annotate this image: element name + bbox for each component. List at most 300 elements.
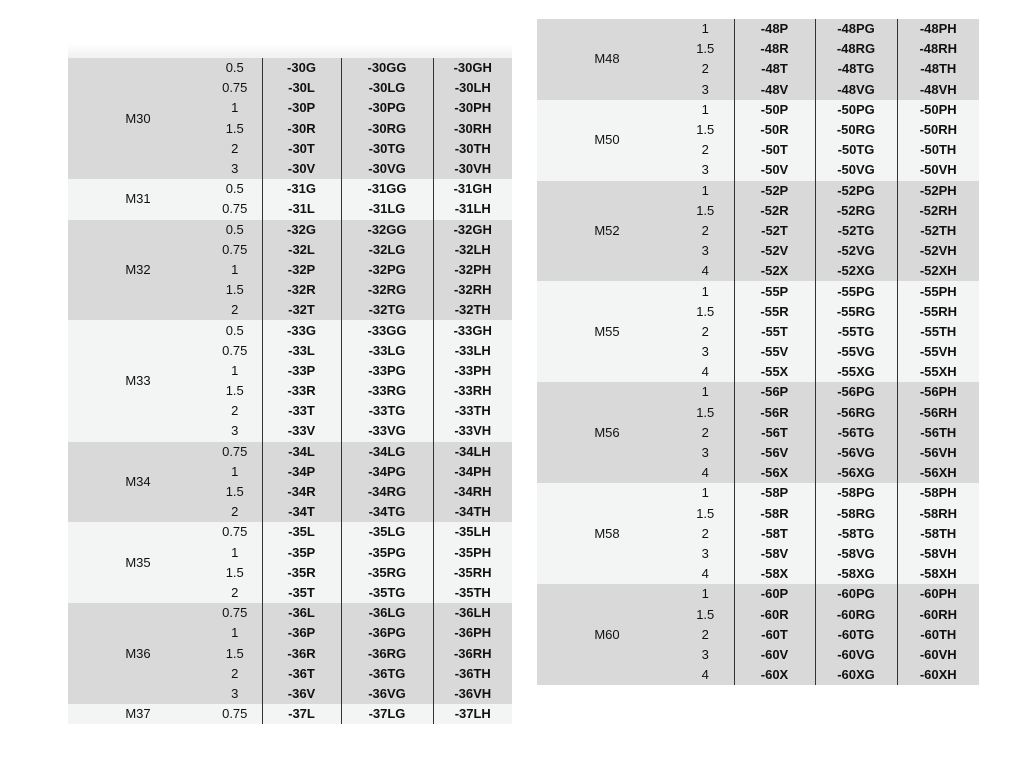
code-cell: -35R: [262, 563, 341, 583]
thread-size-cell: M55: [537, 281, 677, 382]
code-g-cell: -32LG: [341, 240, 433, 260]
code-h-cell: -48VH: [897, 80, 979, 100]
code-cell: -50R: [734, 120, 815, 140]
pitch-cell: 0.75: [208, 240, 262, 260]
pitch-cell: 0.75: [208, 522, 262, 542]
code-g-cell: -37LG: [341, 704, 433, 724]
pitch-cell: 3: [677, 645, 734, 665]
code-g-cell: -32RG: [341, 280, 433, 300]
code-g-cell: -55RG: [815, 302, 897, 322]
code-cell: -50P: [734, 100, 815, 120]
code-cell: -52P: [734, 181, 815, 201]
code-h-cell: -36TH: [433, 664, 512, 684]
code-g-cell: -33PG: [341, 361, 433, 381]
pitch-cell: 2: [208, 583, 262, 603]
pitch-cell: 1: [677, 584, 734, 604]
code-g-cell: -52RG: [815, 201, 897, 221]
table-row: [68, 603, 512, 623]
code-cell: -32T: [262, 300, 341, 320]
code-g-cell: -31GG: [341, 179, 433, 199]
code-h-cell: -48PH: [897, 19, 979, 39]
code-h-cell: -58TH: [897, 524, 979, 544]
thread-table-right: [537, 19, 979, 685]
pitch-cell: 0.5: [208, 179, 262, 199]
code-g-cell: -55PG: [815, 281, 897, 301]
pitch-cell: 1.5: [208, 643, 262, 663]
thread-size-cell: M50: [537, 100, 677, 181]
pitch-cell: 1: [677, 483, 734, 503]
code-g-cell: -48VG: [815, 80, 897, 100]
code-h-cell: -50PH: [897, 100, 979, 120]
pitch-cell: 3: [208, 684, 262, 704]
code-g-cell: -32TG: [341, 300, 433, 320]
table-row: [537, 181, 979, 201]
table-row: [537, 100, 979, 120]
code-cell: -58P: [734, 483, 815, 503]
code-h-cell: -36LH: [433, 603, 512, 623]
pitch-cell: 3: [208, 421, 262, 441]
code-g-cell: -32PG: [341, 260, 433, 280]
table-row: [68, 179, 512, 199]
code-cell: -56T: [734, 423, 815, 443]
code-h-cell: -55VH: [897, 342, 979, 362]
code-g-cell: -35PG: [341, 543, 433, 563]
code-cell: -31G: [262, 179, 341, 199]
code-g-cell: -60TG: [815, 625, 897, 645]
code-h-cell: -58XH: [897, 564, 979, 584]
code-cell: -56P: [734, 382, 815, 402]
code-h-cell: -48RH: [897, 39, 979, 59]
code-cell: -34R: [262, 482, 341, 502]
table-row: [68, 442, 512, 462]
code-h-cell: -31GH: [433, 179, 512, 199]
pitch-cell: 2: [677, 423, 734, 443]
code-g-cell: -55VG: [815, 342, 897, 362]
pitch-cell: 4: [677, 261, 734, 281]
pitch-cell: 2: [677, 221, 734, 241]
pitch-cell: 3: [677, 241, 734, 261]
code-cell: -48T: [734, 59, 815, 79]
table-row: [537, 281, 979, 301]
code-g-cell: -30VG: [341, 159, 433, 179]
pitch-cell: 1: [208, 98, 262, 118]
code-cell: -52R: [734, 201, 815, 221]
code-h-cell: -34PH: [433, 462, 512, 482]
code-h-cell: -30PH: [433, 98, 512, 118]
pitch-cell: 1: [208, 260, 262, 280]
code-g-cell: -60VG: [815, 645, 897, 665]
code-g-cell: -60XG: [815, 665, 897, 685]
pitch-cell: 1: [208, 543, 262, 563]
code-cell: -31L: [262, 199, 341, 219]
pitch-cell: 1.5: [208, 381, 262, 401]
pitch-cell: 3: [208, 159, 262, 179]
code-cell: -60P: [734, 584, 815, 604]
code-g-cell: -50PG: [815, 100, 897, 120]
code-g-cell: -50TG: [815, 140, 897, 160]
code-g-cell: -34RG: [341, 482, 433, 502]
code-cell: -58T: [734, 524, 815, 544]
code-h-cell: -55PH: [897, 281, 979, 301]
code-h-cell: -55XH: [897, 362, 979, 382]
code-h-cell: -52PH: [897, 181, 979, 201]
code-g-cell: -30PG: [341, 98, 433, 118]
code-h-cell: -32GH: [433, 220, 512, 240]
code-h-cell: -30GH: [433, 58, 512, 78]
code-h-cell: -36PH: [433, 623, 512, 643]
table-left: [68, 58, 512, 724]
table-right: [537, 19, 979, 685]
code-cell: -48R: [734, 39, 815, 59]
code-h-cell: -60PH: [897, 584, 979, 604]
code-g-cell: -60RG: [815, 604, 897, 624]
table-row: [537, 483, 979, 503]
code-g-cell: -55TG: [815, 322, 897, 342]
code-cell: -55X: [734, 362, 815, 382]
code-h-cell: -56XH: [897, 463, 979, 483]
code-h-cell: -36VH: [433, 684, 512, 704]
thread-size-cell: M34: [68, 442, 208, 523]
code-cell: -60R: [734, 604, 815, 624]
pitch-cell: 3: [677, 160, 734, 180]
code-cell: -48P: [734, 19, 815, 39]
pitch-cell: 2: [677, 625, 734, 645]
code-g-cell: -56RG: [815, 403, 897, 423]
code-cell: -52T: [734, 221, 815, 241]
code-g-cell: -33GG: [341, 320, 433, 340]
pitch-cell: 4: [677, 362, 734, 382]
code-cell: -33V: [262, 421, 341, 441]
code-g-cell: -30RG: [341, 119, 433, 139]
pitch-cell: 0.5: [208, 320, 262, 340]
code-g-cell: -34TG: [341, 502, 433, 522]
thread-size-cell: M56: [537, 382, 677, 483]
code-cell: -48V: [734, 80, 815, 100]
pitch-cell: 3: [677, 80, 734, 100]
code-h-cell: -34TH: [433, 502, 512, 522]
code-g-cell: -48RG: [815, 39, 897, 59]
code-h-cell: -30VH: [433, 159, 512, 179]
code-g-cell: -33TG: [341, 401, 433, 421]
code-g-cell: -30LG: [341, 78, 433, 98]
table-row: [68, 220, 512, 240]
table-row: [68, 58, 512, 78]
code-g-cell: -56PG: [815, 382, 897, 402]
pitch-cell: 2: [208, 139, 262, 159]
code-cell: -30G: [262, 58, 341, 78]
code-h-cell: -58VH: [897, 544, 979, 564]
pitch-cell: 2: [677, 140, 734, 160]
pitch-cell: 1.5: [208, 119, 262, 139]
code-cell: -37L: [262, 704, 341, 724]
code-g-cell: -34PG: [341, 462, 433, 482]
code-cell: -32R: [262, 280, 341, 300]
code-g-cell: -31LG: [341, 199, 433, 219]
code-h-cell: -33TH: [433, 401, 512, 421]
code-cell: -52V: [734, 241, 815, 261]
code-h-cell: -35PH: [433, 543, 512, 563]
code-g-cell: -36LG: [341, 603, 433, 623]
table-left-body: [68, 58, 512, 724]
code-h-cell: -60TH: [897, 625, 979, 645]
code-g-cell: -60PG: [815, 584, 897, 604]
table-row: [537, 382, 979, 402]
code-g-cell: -35TG: [341, 583, 433, 603]
pitch-cell: 1: [677, 382, 734, 402]
pitch-cell: 1.5: [208, 280, 262, 300]
code-cell: -56V: [734, 443, 815, 463]
pitch-cell: 2: [208, 502, 262, 522]
pitch-cell: 1.5: [208, 482, 262, 502]
pitch-cell: 0.75: [208, 341, 262, 361]
pitch-cell: 1.5: [677, 604, 734, 624]
cropped-header-fade: [68, 44, 512, 58]
code-g-cell: -33LG: [341, 341, 433, 361]
code-h-cell: -55RH: [897, 302, 979, 322]
code-h-cell: -60XH: [897, 665, 979, 685]
thread-size-cell: M33: [68, 320, 208, 441]
code-g-cell: -58TG: [815, 524, 897, 544]
pitch-cell: 2: [208, 401, 262, 421]
code-cell: -30R: [262, 119, 341, 139]
code-cell: -58X: [734, 564, 815, 584]
code-g-cell: -52VG: [815, 241, 897, 261]
pitch-cell: 0.75: [208, 78, 262, 98]
code-cell: -36P: [262, 623, 341, 643]
pitch-cell: 3: [677, 443, 734, 463]
code-g-cell: -30TG: [341, 139, 433, 159]
code-cell: -34T: [262, 502, 341, 522]
thread-size-cell: M32: [68, 220, 208, 321]
code-cell: -50T: [734, 140, 815, 160]
code-g-cell: -33RG: [341, 381, 433, 401]
code-g-cell: -56XG: [815, 463, 897, 483]
code-h-cell: -30RH: [433, 119, 512, 139]
code-g-cell: -32GG: [341, 220, 433, 240]
code-cell: -50V: [734, 160, 815, 180]
code-cell: -34P: [262, 462, 341, 482]
pitch-cell: 0.75: [208, 704, 262, 724]
thread-table-left: [68, 58, 512, 724]
code-h-cell: -48TH: [897, 59, 979, 79]
thread-size-cell: M60: [537, 584, 677, 685]
pitch-cell: 3: [677, 342, 734, 362]
code-h-cell: -34LH: [433, 442, 512, 462]
code-cell: -36L: [262, 603, 341, 623]
table-row: [537, 19, 979, 39]
code-g-cell: -58XG: [815, 564, 897, 584]
code-cell: -60X: [734, 665, 815, 685]
pitch-cell: 0.5: [208, 58, 262, 78]
code-cell: -32L: [262, 240, 341, 260]
code-h-cell: -32LH: [433, 240, 512, 260]
code-h-cell: -37LH: [433, 704, 512, 724]
table-row: [68, 704, 512, 724]
pitch-cell: 0.5: [208, 220, 262, 240]
code-cell: -35P: [262, 543, 341, 563]
pitch-cell: 4: [677, 463, 734, 483]
code-h-cell: -33PH: [433, 361, 512, 381]
code-g-cell: -36PG: [341, 623, 433, 643]
code-g-cell: -52PG: [815, 181, 897, 201]
pitch-cell: 1.5: [677, 302, 734, 322]
pitch-cell: 1.5: [677, 39, 734, 59]
code-h-cell: -52TH: [897, 221, 979, 241]
code-cell: -35T: [262, 583, 341, 603]
pitch-cell: 1: [677, 19, 734, 39]
code-h-cell: -30LH: [433, 78, 512, 98]
code-cell: -33L: [262, 341, 341, 361]
code-cell: -32P: [262, 260, 341, 280]
thread-size-cell: M58: [537, 483, 677, 584]
code-h-cell: -58PH: [897, 483, 979, 503]
code-h-cell: -32TH: [433, 300, 512, 320]
code-h-cell: -52VH: [897, 241, 979, 261]
code-h-cell: -32RH: [433, 280, 512, 300]
pitch-cell: 0.75: [208, 442, 262, 462]
code-g-cell: -56TG: [815, 423, 897, 443]
thread-size-cell: M52: [537, 181, 677, 282]
code-h-cell: -33RH: [433, 381, 512, 401]
code-g-cell: -36TG: [341, 664, 433, 684]
code-cell: -36T: [262, 664, 341, 684]
code-h-cell: -30TH: [433, 139, 512, 159]
code-g-cell: -50RG: [815, 120, 897, 140]
code-g-cell: -36RG: [341, 643, 433, 663]
thread-size-cell: M31: [68, 179, 208, 219]
code-g-cell: -30GG: [341, 58, 433, 78]
thread-size-cell: M48: [537, 19, 677, 100]
code-cell: -60V: [734, 645, 815, 665]
code-h-cell: -35LH: [433, 522, 512, 542]
code-h-cell: -34RH: [433, 482, 512, 502]
code-cell: -60T: [734, 625, 815, 645]
table-right-body: [537, 19, 979, 685]
code-h-cell: -35TH: [433, 583, 512, 603]
pitch-cell: 1: [208, 462, 262, 482]
code-h-cell: -58RH: [897, 504, 979, 524]
code-cell: -34L: [262, 442, 341, 462]
pitch-cell: 1.5: [677, 504, 734, 524]
pitch-cell: 1: [677, 281, 734, 301]
code-h-cell: -32PH: [433, 260, 512, 280]
pitch-cell: 2: [208, 664, 262, 684]
code-g-cell: -55XG: [815, 362, 897, 382]
code-h-cell: -56VH: [897, 443, 979, 463]
code-cell: -30V: [262, 159, 341, 179]
code-g-cell: -36VG: [341, 684, 433, 704]
code-cell: -55P: [734, 281, 815, 301]
code-cell: -35L: [262, 522, 341, 542]
code-cell: -30L: [262, 78, 341, 98]
code-cell: -30T: [262, 139, 341, 159]
code-cell: -55R: [734, 302, 815, 322]
code-cell: -56X: [734, 463, 815, 483]
code-cell: -52X: [734, 261, 815, 281]
code-cell: -33T: [262, 401, 341, 421]
pitch-cell: 1: [208, 623, 262, 643]
code-cell: -30P: [262, 98, 341, 118]
code-cell: -33G: [262, 320, 341, 340]
code-cell: -58V: [734, 544, 815, 564]
pitch-cell: 1.5: [677, 201, 734, 221]
code-g-cell: -56VG: [815, 443, 897, 463]
code-h-cell: -50VH: [897, 160, 979, 180]
code-cell: -33P: [262, 361, 341, 381]
code-cell: -33R: [262, 381, 341, 401]
pitch-cell: 1.5: [677, 403, 734, 423]
code-g-cell: -48TG: [815, 59, 897, 79]
code-g-cell: -58VG: [815, 544, 897, 564]
table-row: [68, 522, 512, 542]
code-h-cell: -33VH: [433, 421, 512, 441]
code-h-cell: -33GH: [433, 320, 512, 340]
code-h-cell: -35RH: [433, 563, 512, 583]
code-g-cell: -35LG: [341, 522, 433, 542]
code-cell: -55V: [734, 342, 815, 362]
code-h-cell: -50RH: [897, 120, 979, 140]
code-cell: -55T: [734, 322, 815, 342]
code-h-cell: -52RH: [897, 201, 979, 221]
pitch-cell: 1.5: [208, 563, 262, 583]
table-row: [68, 320, 512, 340]
code-g-cell: -52TG: [815, 221, 897, 241]
code-g-cell: -58RG: [815, 504, 897, 524]
code-cell: -32G: [262, 220, 341, 240]
pitch-cell: 0.75: [208, 603, 262, 623]
code-h-cell: -52XH: [897, 261, 979, 281]
code-g-cell: -52XG: [815, 261, 897, 281]
pitch-cell: 2: [677, 322, 734, 342]
code-h-cell: -36RH: [433, 643, 512, 663]
code-h-cell: -55TH: [897, 322, 979, 342]
thread-size-cell: M36: [68, 603, 208, 704]
pitch-cell: 4: [677, 665, 734, 685]
table-row: [537, 584, 979, 604]
code-g-cell: -50VG: [815, 160, 897, 180]
code-g-cell: -48PG: [815, 19, 897, 39]
code-h-cell: -56PH: [897, 382, 979, 402]
code-h-cell: -56RH: [897, 403, 979, 423]
code-h-cell: -50TH: [897, 140, 979, 160]
pitch-cell: 2: [677, 524, 734, 544]
code-cell: -36V: [262, 684, 341, 704]
pitch-cell: 1.5: [677, 120, 734, 140]
pitch-cell: 2: [677, 59, 734, 79]
code-h-cell: -33LH: [433, 341, 512, 361]
thread-size-cell: M30: [68, 58, 208, 179]
code-g-cell: -35RG: [341, 563, 433, 583]
code-cell: -56R: [734, 403, 815, 423]
code-g-cell: -33VG: [341, 421, 433, 441]
code-h-cell: -31LH: [433, 199, 512, 219]
code-g-cell: -58PG: [815, 483, 897, 503]
code-h-cell: -60VH: [897, 645, 979, 665]
thread-size-cell: M35: [68, 522, 208, 603]
code-cell: -58R: [734, 504, 815, 524]
code-h-cell: -60RH: [897, 604, 979, 624]
code-h-cell: -56TH: [897, 423, 979, 443]
pitch-cell: 0.75: [208, 199, 262, 219]
pitch-cell: 4: [677, 564, 734, 584]
pitch-cell: 1: [677, 181, 734, 201]
pitch-cell: 2: [208, 300, 262, 320]
code-g-cell: -34LG: [341, 442, 433, 462]
code-cell: -36R: [262, 643, 341, 663]
pitch-cell: 1: [208, 361, 262, 381]
pitch-cell: 1: [677, 100, 734, 120]
thread-size-cell: M37: [68, 704, 208, 724]
